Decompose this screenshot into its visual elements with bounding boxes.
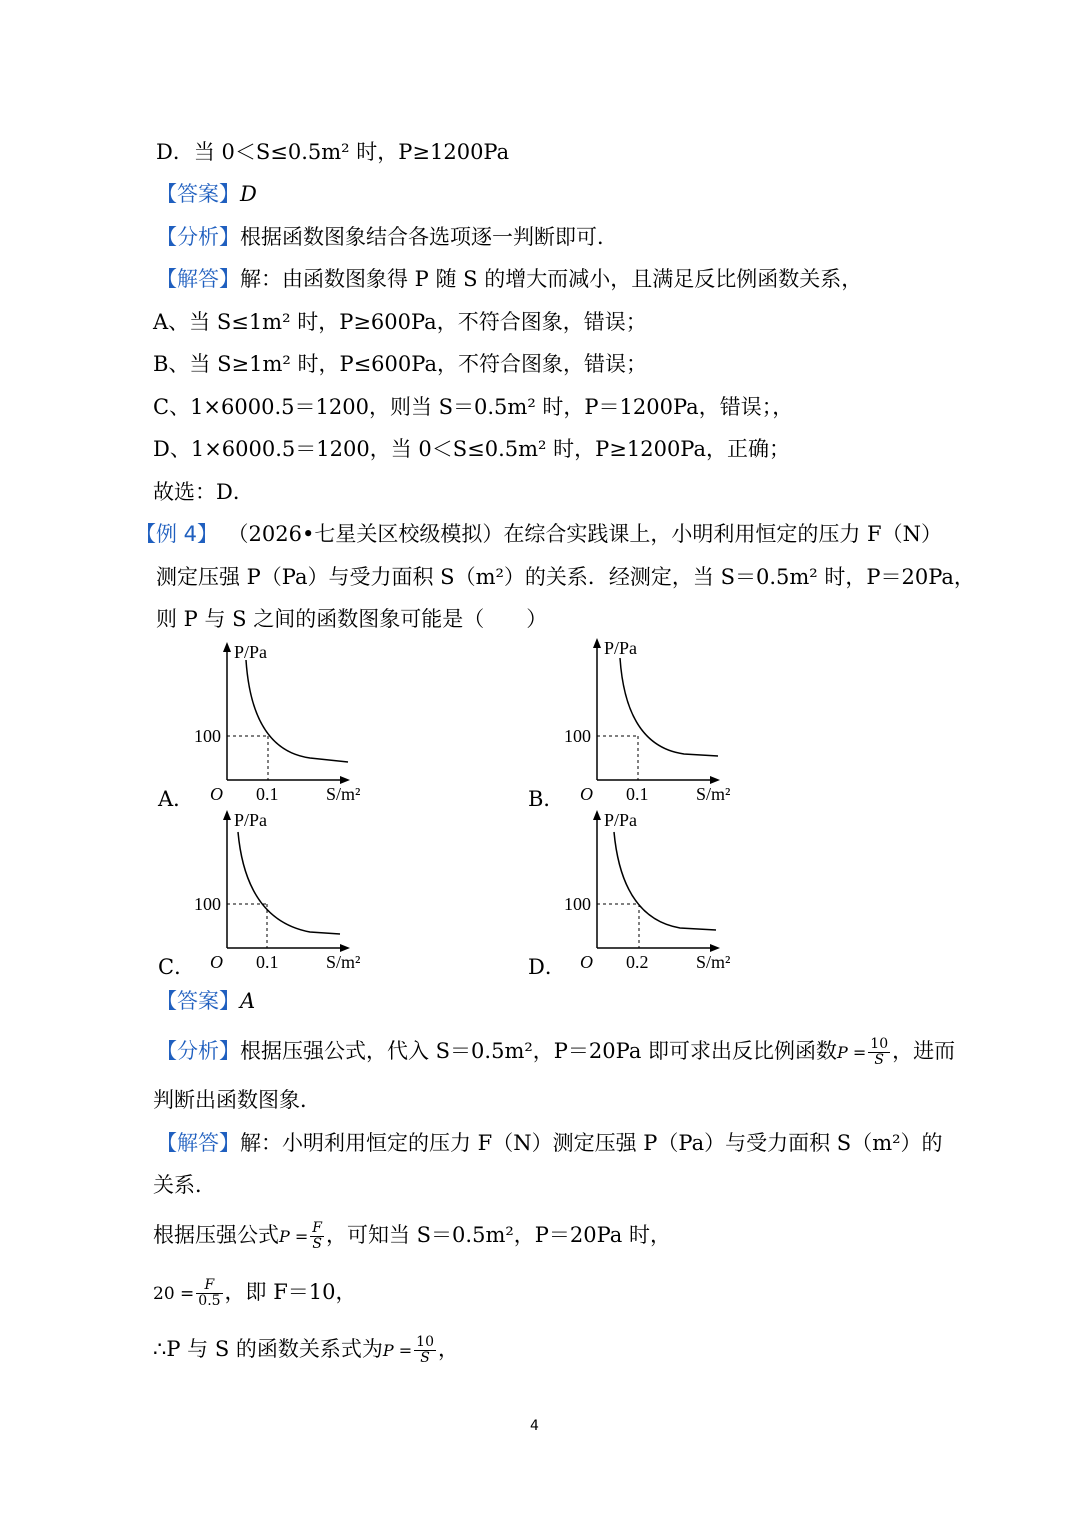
- graph-d-xtick: 0.2: [626, 952, 649, 972]
- analysis-text-2a: 根据压强公式，代入 S＝0.5m²，P＝20Pa 即可求出反比例函数: [240, 1039, 838, 1063]
- graph-a-xlabel: S/m²: [326, 784, 361, 804]
- graph-a-x-arrow: [340, 776, 350, 784]
- answer-tag: 【答案】: [156, 182, 240, 206]
- fraction-denominator: S: [874, 1052, 884, 1068]
- formula-line-3: [153, 1334, 459, 1366]
- option-d-line: D．当 0＜S≤0.5m² 时，P≥1200Pa: [156, 140, 510, 164]
- graph-b-x-arrow: [710, 776, 720, 784]
- graph-b-option[interactable]: B．: [528, 787, 565, 811]
- graph-c-ylabel: P/Pa: [234, 810, 268, 830]
- answer-tag-2: 【答案】: [156, 989, 240, 1013]
- choice-a-analysis: A、当 S≤1m² 时，P≥600Pa，不符合图象，错误；: [153, 310, 647, 334]
- graph-d-svg: [560, 808, 750, 978]
- example-4-line-2: 测定压强 P（Pa）与受力面积 S（m²）的关系．经测定，当 S＝0.5m² 时，P＝20Pa，: [156, 565, 975, 589]
- choice-c-analysis: C、1×6000.5＝1200，则当 S＝0.5m² 时，P＝1200Pa，错误；，: [153, 395, 794, 419]
- answer-line-2: [156, 986, 255, 1016]
- graph-d-curve: [614, 832, 716, 930]
- graph-d-origin: O: [580, 952, 593, 972]
- analysis-text-2b: ，进而: [892, 1039, 956, 1063]
- example-4-line-3: 则 P 与 S 之间的函数图象可能是（ ）: [156, 607, 548, 631]
- fraction-numerator: 10: [870, 1036, 889, 1052]
- solution-line-1: [156, 264, 862, 294]
- graph-a-origin: O: [210, 784, 223, 804]
- formula-line-1: [153, 1220, 671, 1252]
- graph-d-xlabel: S/m²: [696, 952, 731, 972]
- graph-b-ylabel: P/Pa: [604, 638, 638, 658]
- example-tag: 【例 4】: [135, 522, 219, 546]
- analysis-tag-2: 【分析】: [156, 1039, 240, 1063]
- graph-b-origin: O: [580, 784, 593, 804]
- graph-a: [190, 640, 380, 814]
- formula-p-eq: P =: [837, 1043, 867, 1062]
- graph-c-origin: O: [210, 952, 223, 972]
- graph-a-xtick: 0.1: [256, 784, 279, 804]
- graph-c-curve: [238, 832, 340, 934]
- fraction-1-numerator: F: [312, 1220, 322, 1236]
- solution-line-2-cont: 关系．: [153, 1173, 216, 1197]
- formula-3-p-eq: P =: [382, 1341, 413, 1360]
- solution-line-2: [156, 1128, 943, 1158]
- graph-d: [560, 808, 750, 982]
- fraction-2-numerator: F: [196, 1278, 222, 1294]
- graph-b-ytick: 100: [564, 726, 591, 746]
- analysis-text: 根据函数图象结合各选项逐一判断即可．: [240, 225, 618, 249]
- solution-text: 解：由函数图象得 P 随 S 的增大而减小，且满足反比例函数关系，: [240, 267, 863, 291]
- answer-value-2: A: [240, 989, 256, 1013]
- example-4-line-1: [135, 519, 942, 549]
- formula-3b: ，: [438, 1337, 459, 1361]
- graph-b-svg: [560, 636, 750, 806]
- graph-c-xtick: 0.1: [256, 952, 279, 972]
- fraction-10-over-s: [868, 1037, 890, 1068]
- graph-c-x-arrow: [340, 944, 350, 952]
- graph-c-svg: [190, 808, 380, 978]
- answer-line-1: [156, 179, 257, 209]
- graph-b-y-arrow: [593, 638, 601, 648]
- solution-tag: 【解答】: [156, 267, 240, 291]
- fraction-3-denominator: S: [420, 1350, 430, 1366]
- graph-b-xtick: 0.1: [626, 784, 649, 804]
- analysis-line-2-cont: 判断出函数图象．: [153, 1088, 321, 1112]
- graph-a-svg: [190, 640, 380, 810]
- graph-c-y-arrow: [223, 810, 231, 820]
- formula-3a: ∴P 与 S 的函数关系式为: [153, 1337, 383, 1361]
- formula-2a: 20 =: [153, 1284, 195, 1304]
- solution-tag-2: 【解答】: [156, 1131, 240, 1155]
- analysis-tag: 【分析】: [156, 225, 240, 249]
- fraction-f-over-half: [196, 1278, 222, 1309]
- formula-2b: ，即 F＝10，: [224, 1280, 357, 1304]
- graph-d-ytick: 100: [564, 894, 591, 914]
- graph-d-ylabel: P/Pa: [604, 810, 638, 830]
- example-text-1: （2026•七星关区校级模拟）在综合实践课上，小明利用恒定的压力 F（N）: [238, 522, 942, 546]
- final-choice: 故选：D．: [153, 480, 254, 504]
- graph-a-option[interactable]: A．: [158, 787, 195, 811]
- formula-1b: ，可知当 S＝0.5m²，P＝20Pa 时，: [325, 1223, 672, 1247]
- graph-c-ytick: 100: [194, 894, 221, 914]
- formula-line-2: [153, 1277, 357, 1309]
- graph-c-xlabel: S/m²: [326, 952, 361, 972]
- page-number: 4: [530, 1418, 539, 1434]
- fraction-1-denominator: S: [312, 1236, 322, 1252]
- analysis-line-2: [156, 1036, 955, 1068]
- solution-text-2a: 解：小明利用恒定的压力 F（N）测定压强 P（Pa）与受力面积 S（m²）的: [240, 1131, 943, 1155]
- graph-d-option[interactable]: D．: [528, 955, 566, 979]
- graph-a-y-arrow: [223, 642, 231, 652]
- graph-d-y-arrow: [593, 810, 601, 820]
- graph-a-ytick: 100: [194, 726, 221, 746]
- choice-b-analysis: B、当 S≥1m² 时，P≤600Pa，不符合图象，错误；: [153, 352, 647, 376]
- answer-value: D: [240, 182, 257, 206]
- graph-c-option[interactable]: C．: [158, 955, 196, 979]
- graph-c: [190, 808, 380, 982]
- graph-a-curve: [246, 660, 348, 762]
- fraction-3-numerator: 10: [416, 1334, 434, 1350]
- fraction-10-over-s-2: [414, 1335, 436, 1366]
- graph-b-xlabel: S/m²: [696, 784, 731, 804]
- fraction-2-denominator: 0.5: [198, 1293, 221, 1309]
- choice-d-analysis: D、1×6000.5＝1200，当 0＜S≤0.5m² 时，P≥1200Pa，正确；: [153, 437, 791, 461]
- graph-b-curve: [620, 658, 718, 756]
- formula-1a: 根据压强公式: [153, 1223, 279, 1247]
- graph-a-ylabel: P/Pa: [234, 642, 268, 662]
- graph-b: [560, 636, 750, 810]
- fraction-f-over-s: [310, 1221, 324, 1252]
- graph-d-x-arrow: [710, 944, 720, 952]
- analysis-line-1: [156, 222, 618, 252]
- formula-1-p-eq: P =: [279, 1227, 309, 1246]
